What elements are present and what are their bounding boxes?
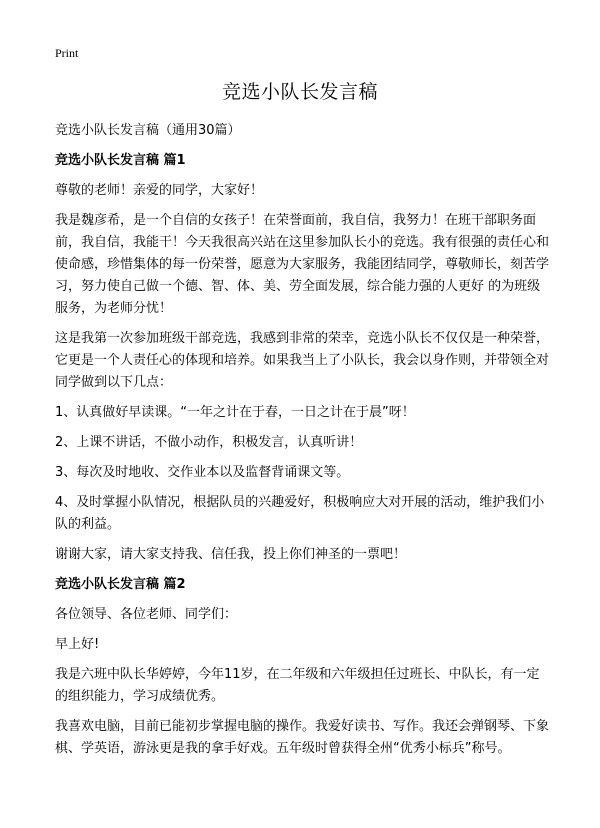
paragraph: 我是魏彦希，是一个自信的女孩子！在荣誉面前，我自信，我努力！在班干部职务面前，我自信，我能干！今天我很高兴站在这里参加队长小的竞选。我有很强的责任心和使命感，珍惜集体的每一份荣誉，愿意为大家服务，我能团结同学，尊敬师长，刻苦学习，努力使自己做一个德、智、体、美、劳全面发展，综合能力强的人更好 的为班级服务，为老师分忧！ <box>55 213 550 316</box>
page-title: 竞选小队长发言稿 <box>221 81 378 103</box>
paragraph: 谢谢大家，请大家支持我、信任我，投上你们神圣的一票吧！ <box>55 547 407 562</box>
list-item: 2、上课不讲话，不做小动作，积极发言，认真听讲！ <box>55 435 363 450</box>
section-heading-2: 竞选小队长发言稿 篇2 <box>55 577 186 592</box>
paragraph: 早上好! <box>55 637 100 652</box>
list-item: 1、认真做好早读课。“一年之计在于春，一日之计在于晨”呀！ <box>55 405 415 420</box>
paragraph: 各位领导、各位老师、同学们： <box>55 607 238 622</box>
paragraph: 我是六班中队长华婷婷，今年11岁，在二年级和六年级担任过班长、中队长，有一定的组织能力，学习成绩优秀。 <box>55 667 540 704</box>
article-body <box>55 120 550 768</box>
paragraph: 我喜欢电脑，目前已能初步掌握电脑的操作。我爱好读书、写作。我还会弹钢琴、下象棋、学英语，游泳更是我的拿手好戏。五年级时曾获得全州“优秀小标兵”称号。 <box>55 719 550 756</box>
section-heading-1: 竞选小队长发言稿 篇1 <box>55 153 186 168</box>
document-subtitle: 竞选小队长发言稿（通用30篇） <box>55 123 241 138</box>
paragraph: 这是我第一次参加班级干部竞选，我感到非常的荣幸，竞选小队长不仅仅是一种荣誉，它更是一个人责任心的体现和培养。如果我当上了小队长，我会以身作则，并带领全对同学做到以下几点： <box>55 331 550 390</box>
list-item: 4、及时掌握小队情况，根据队员的兴趣爱好，积极响应大对开展的活动，维护我们小队的利益。 <box>55 495 545 532</box>
print-link[interactable]: Print <box>55 46 79 60</box>
paragraph: 尊敬的老师！亲爱的同学，大家好！ <box>55 183 264 198</box>
list-item: 3、每次及时地收、交作业本以及监督背诵课文等。 <box>55 465 350 480</box>
